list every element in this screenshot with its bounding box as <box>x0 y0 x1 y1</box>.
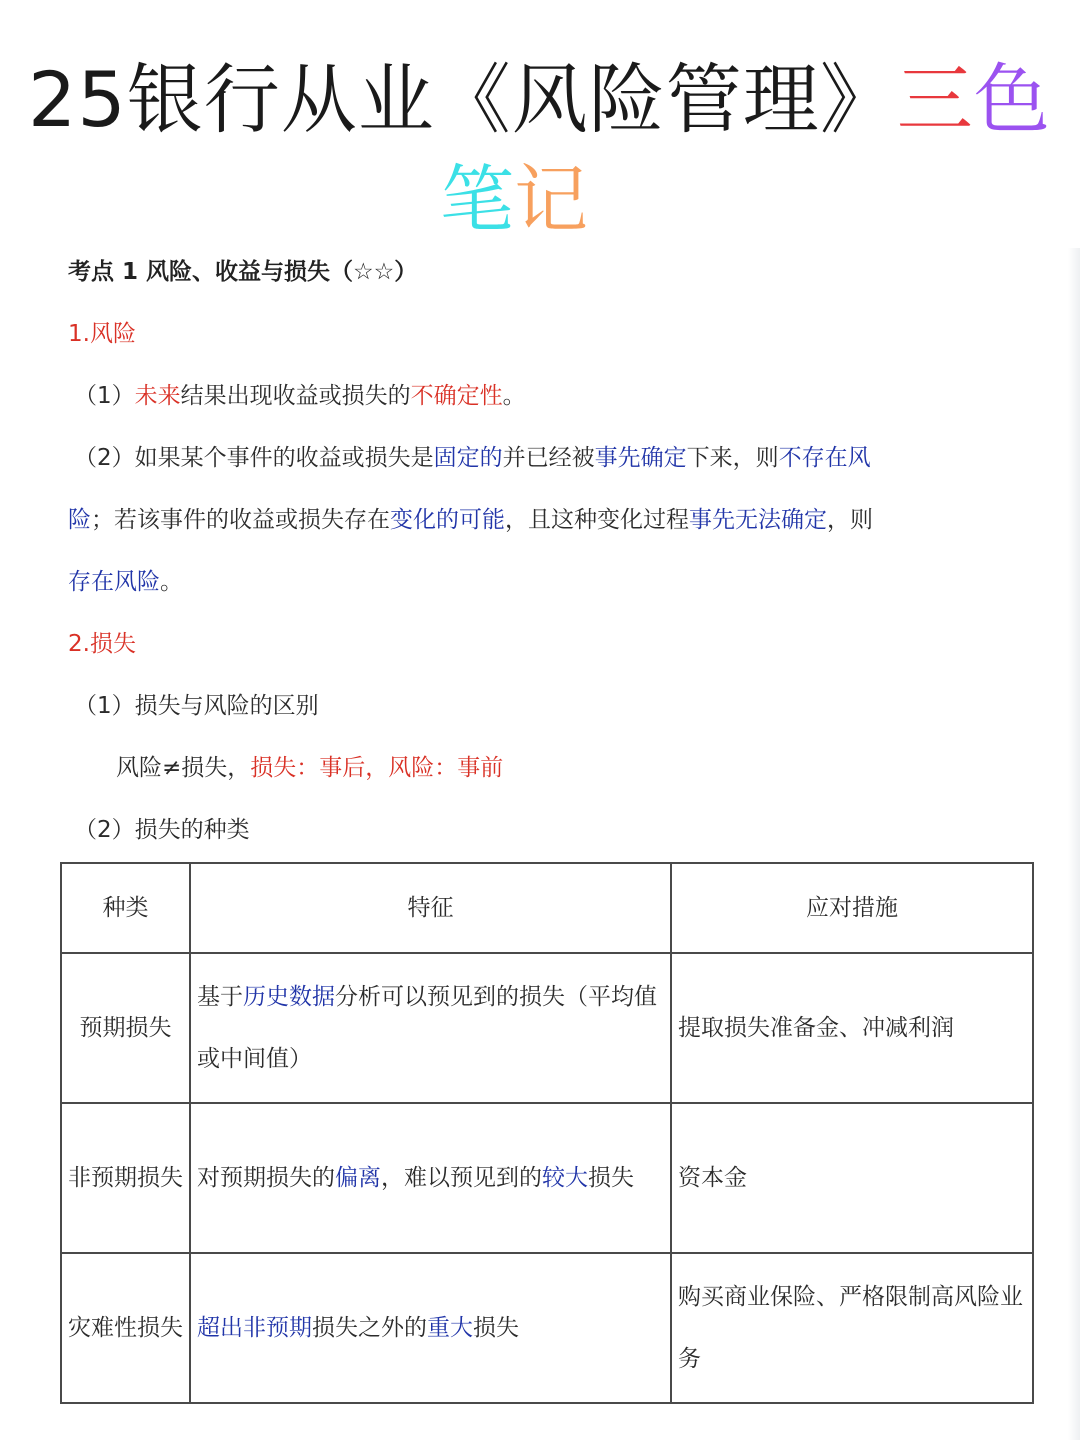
feature-text: 基于 <box>197 984 243 1010</box>
feature-highlight-deviation: 偏离 <box>335 1165 381 1191</box>
table-row <box>61 953 1033 1103</box>
loss-vs-risk-text: 风险≠损失， <box>116 755 251 781</box>
title-se: 色 <box>973 55 1051 144</box>
risk-item-2-end: 。 <box>160 569 183 595</box>
page-title <box>28 50 1051 150</box>
risk-item-2-text-e: ，则 <box>827 507 873 533</box>
risk-item-2-line-2 <box>68 500 873 540</box>
risk-item-1 <box>74 376 526 416</box>
table-cell-measure: 购买商业保险、严格限制高风险业务 <box>671 1253 1033 1403</box>
risk-item-1-prefix: （1） <box>74 383 135 409</box>
feature-text: 分析可以预见到的损失（平均值或中间值） <box>197 984 657 1072</box>
risk-item-2-text-a: 并已经被 <box>502 445 595 471</box>
risk-item-2-line-3 <box>68 562 183 602</box>
feature-highlight-larger: 较大 <box>542 1165 588 1191</box>
feature-text: 损失之外的 <box>312 1315 427 1341</box>
feature-text: 损失 <box>588 1165 634 1191</box>
risk-item-2-prefix: （2）如果某个事件的收益或损失是 <box>74 445 434 471</box>
page-edge-shadow <box>1068 248 1080 1440</box>
feature-text: 对预期损失的 <box>197 1165 335 1191</box>
risk-item-2-line-1 <box>74 438 871 478</box>
loss-item-1-detail <box>116 748 503 788</box>
feature-highlight-major: 重大 <box>427 1315 473 1341</box>
loss-vs-risk-highlight: 损失：事后，风险：事前 <box>250 755 504 781</box>
risk-item-1-text: 结果出现收益或损失的 <box>180 383 411 409</box>
loss-item-1: （1）损失与风险的区别 <box>74 693 319 719</box>
table-header-kind: 种类 <box>61 863 190 953</box>
title-main: 25银行从业《风险管理》 <box>28 55 897 144</box>
risk-item-2-text-b: 下来，则 <box>686 445 779 471</box>
feature-text: ，难以预见到的 <box>381 1165 542 1191</box>
table-cell-feature <box>190 953 671 1103</box>
feature-text: 损失 <box>473 1315 519 1341</box>
risk-item-2-fixed: 固定的 <box>433 445 503 471</box>
title-bi: 笔 <box>440 157 514 243</box>
risk-item-2-no-risk-cont: 险 <box>68 507 91 533</box>
loss-types-table <box>60 862 1034 1404</box>
title-san: 三 <box>896 55 974 144</box>
risk-item-2-undeterminable: 事先无法确定 <box>689 507 827 533</box>
subheading-loss: 2.损失 <box>68 631 136 657</box>
loss-item-2: （2）损失的种类 <box>74 817 250 843</box>
table-cell-feature <box>190 1253 671 1403</box>
risk-item-1-highlight-future: 未来 <box>134 383 181 409</box>
table-header-row <box>61 863 1033 953</box>
table-cell-kind: 灾难性损失 <box>61 1253 190 1403</box>
risk-item-2-has-risk: 存在风险 <box>68 569 160 595</box>
table-header-feature: 特征 <box>190 863 671 953</box>
table-cell-kind: 非预期损失 <box>61 1103 190 1253</box>
table-cell-kind: 预期损失 <box>61 953 190 1103</box>
table-header-measure: 应对措施 <box>671 863 1033 953</box>
table-cell-measure: 提取损失准备金、冲减利润 <box>671 953 1033 1103</box>
feature-highlight-beyond: 超出非预期 <box>197 1315 312 1341</box>
table-cell-measure: 资本金 <box>671 1103 1033 1253</box>
risk-item-2-no-risk: 不存在风 <box>778 445 871 471</box>
table-row <box>61 1103 1033 1253</box>
table-cell-feature <box>190 1103 671 1253</box>
risk-item-2-predetermined: 事先确定 <box>594 445 687 471</box>
table-row <box>61 1253 1033 1403</box>
risk-item-2-possible-change: 变化的可能 <box>390 507 505 533</box>
risk-item-1-end: 。 <box>502 383 526 409</box>
risk-item-2-text-c: ；若该事件的收益或损失存在 <box>91 507 390 533</box>
section-heading: 考点 1 风险、收益与损失（☆☆） <box>68 259 418 285</box>
subheading-risk: 1.风险 <box>68 321 136 347</box>
risk-item-1-highlight-uncertainty: 不确定性 <box>410 383 503 409</box>
feature-highlight-history: 历史数据 <box>243 984 335 1010</box>
page-subtitle <box>440 152 588 248</box>
risk-item-2-text-d: ，且这种变化过程 <box>505 507 689 533</box>
title-ji: 记 <box>514 157 588 243</box>
